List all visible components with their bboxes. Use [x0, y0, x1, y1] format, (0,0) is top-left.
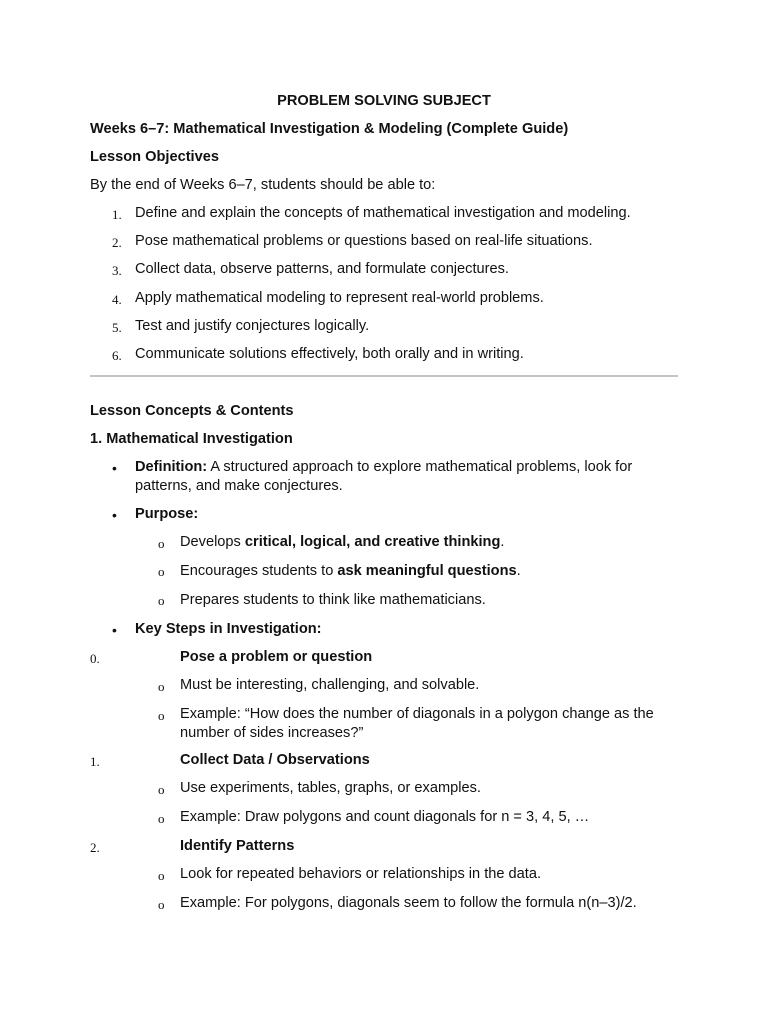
step-detail: Example: Draw polygons and count diagonals for n = 3, 4, 5, …	[180, 809, 590, 825]
step-number: 0.	[90, 651, 100, 666]
step-detail: Must be interesting, challenging, and solvable.	[180, 677, 480, 693]
step-title: Pose a problem or question	[180, 649, 373, 665]
horizontal-divider	[90, 375, 678, 377]
objective-number: 4.	[112, 292, 122, 307]
key-steps-label: Key Steps in Investigation:	[135, 621, 322, 637]
section-title: 1. Mathematical Investigation	[90, 431, 293, 447]
sub-bullet-marker: o	[158, 679, 165, 694]
bullet-marker: •	[112, 460, 117, 476]
objective-number: 6.	[112, 348, 122, 363]
purpose-text: Encourages students to	[180, 563, 338, 579]
objective-item: Define and explain the concepts of mathematical investigation and modeling.	[135, 205, 631, 221]
purpose-emphasis: ask meaningful questions	[337, 563, 517, 579]
bullet-marker: •	[112, 507, 117, 523]
sub-bullet-marker: o	[158, 708, 165, 723]
sub-bullet-marker: o	[158, 536, 165, 551]
definition-text: A structured approach to explore mathematical problems, look for	[207, 459, 633, 475]
objective-number: 2.	[112, 235, 122, 250]
definition-label: Definition:	[135, 459, 208, 475]
step-detail: Use experiments, tables, graphs, or examples.	[180, 780, 481, 796]
objectives-intro: By the end of Weeks 6–7, students should be able to:	[90, 177, 436, 193]
definition-text-continued: patterns, and make conjectures.	[135, 478, 343, 494]
objective-number: 3.	[112, 263, 122, 278]
purpose-item: Prepares students to think like mathematicians.	[180, 592, 486, 608]
objective-item: Pose mathematical problems or questions based on real-life situations.	[135, 233, 593, 249]
purpose-emphasis: critical, logical, and creative thinking	[244, 534, 501, 550]
step-number: 2.	[90, 840, 100, 855]
subtitle: Weeks 6–7: Mathematical Investigation & Modeling (Complete Guide)	[90, 121, 569, 137]
objective-item: Communicate solutions effectively, both orally and in writing.	[135, 346, 524, 362]
step-title: Collect Data / Observations	[180, 752, 370, 768]
sub-bullet-marker: o	[158, 897, 165, 912]
objective-number: 1.	[112, 207, 122, 222]
step-detail: Example: For polygons, diagonals seem to follow the formula n(n–3)/2.	[180, 895, 637, 911]
step-detail: Example: “How does the number of diagonals in a polygon change as the number of sides increases?”	[180, 706, 654, 741]
definition-line	[135, 459, 632, 475]
purpose-label: Purpose:	[135, 506, 199, 522]
step-title: Identify Patterns	[180, 838, 295, 854]
purpose-item	[180, 534, 504, 550]
sub-bullet-marker: o	[158, 868, 165, 883]
bullet-marker: •	[112, 622, 117, 638]
sub-bullet-marker: o	[158, 564, 165, 579]
purpose-text: .	[500, 534, 505, 550]
sub-bullet-marker: o	[158, 782, 165, 797]
step-number: 1.	[90, 754, 100, 769]
objective-item: Collect data, observe patterns, and formulate conjectures.	[135, 261, 509, 277]
objective-number: 5.	[112, 320, 122, 335]
purpose-text: Develops	[180, 534, 245, 550]
objectives-heading: Lesson Objectives	[90, 149, 219, 165]
concepts-heading: Lesson Concepts & Contents	[90, 403, 294, 419]
sub-bullet-marker: o	[158, 593, 165, 608]
objective-item: Test and justify conjectures logically.	[135, 318, 370, 334]
sub-bullet-marker: o	[158, 811, 165, 826]
objective-item: Apply mathematical modeling to represent real-world problems.	[135, 290, 544, 306]
purpose-text: .	[516, 563, 521, 579]
purpose-item	[180, 563, 521, 579]
step-detail: Look for repeated behaviors or relationships in the data.	[180, 866, 542, 882]
page-title: PROBLEM SOLVING SUBJECT	[277, 93, 491, 109]
